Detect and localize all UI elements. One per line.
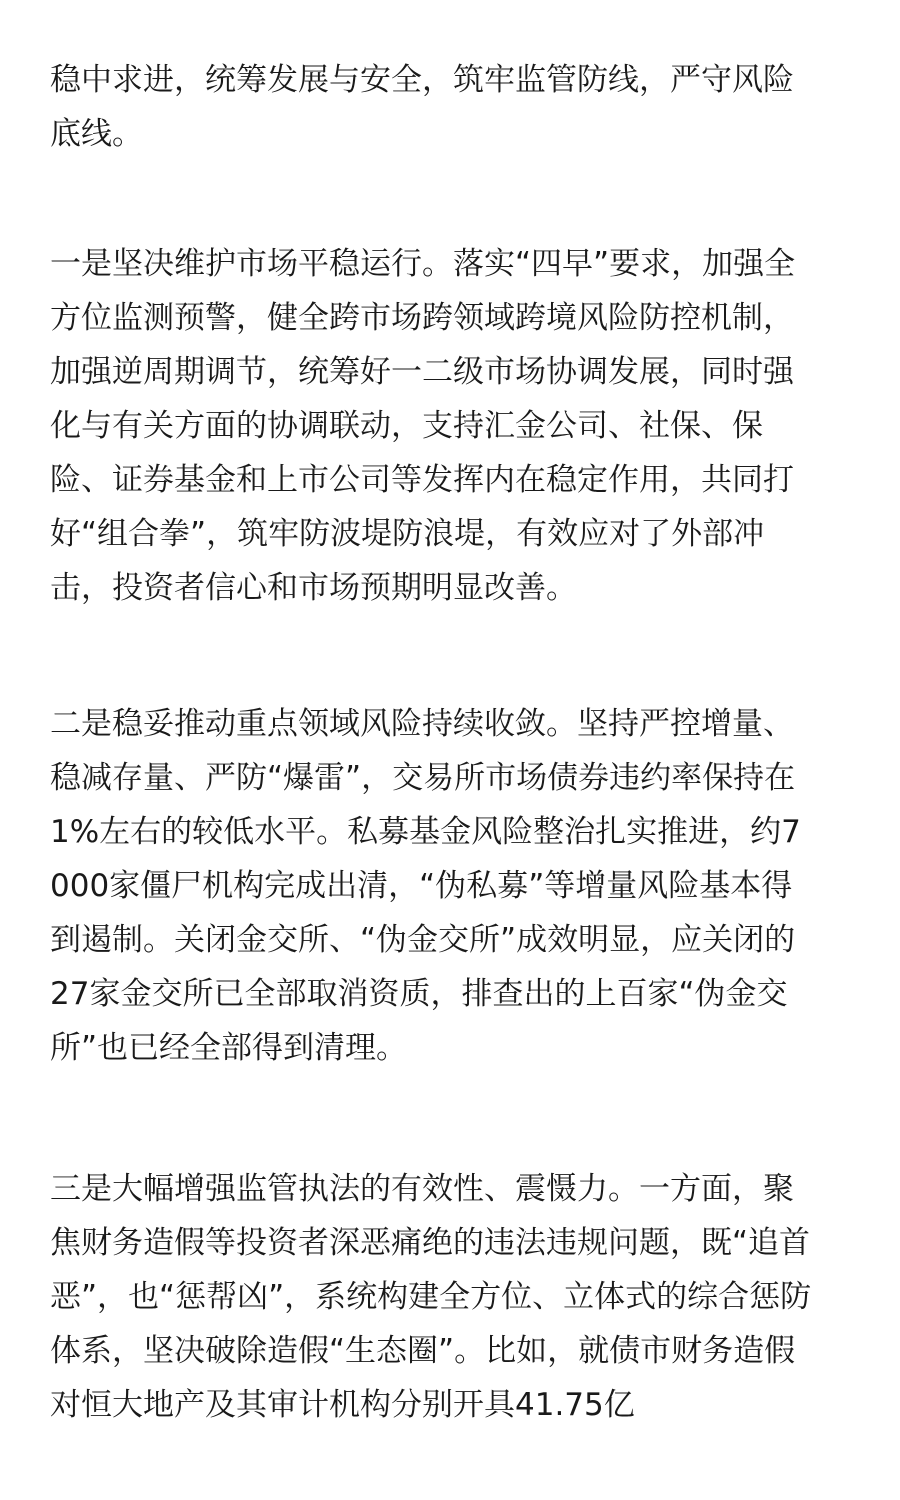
- text-line: 化与有关方面的协调联动，支持汇金公司、社保、保: [50, 408, 763, 444]
- text-line: 体系，坚决破除造假“生态圈”。比如，就债市财务造假: [50, 1333, 796, 1369]
- text-line: 稳中求进，统筹发展与安全，筑牢监管防线，严守风险: [50, 62, 794, 98]
- text-line: 000家僵尸机构完成出清，“伪私募”等增量风险基本得: [50, 868, 793, 904]
- text-line: 到遏制。关闭金交所、“伪金交所”成效明显，应关闭的: [50, 922, 796, 958]
- text-line: 一是坚决维护市场平稳运行。落实“四早”要求，加强全: [50, 246, 796, 282]
- text-line: 所”也已经全部得到清理。: [50, 1030, 408, 1066]
- text-line: 好“组合拳”，筑牢防波堤防浪堤，有效应对了外部冲: [50, 516, 765, 552]
- text-line: 稳减存量、严防“爆雷”，交易所市场债券违约率保持在: [50, 760, 796, 796]
- text-line: 二是稳妥推动重点领域风险持续收敛。坚持严控增量、: [50, 706, 794, 742]
- text-line: 恶”，也“惩帮凶”，系统构建全方位、立体式的综合惩防: [50, 1279, 812, 1315]
- text-line: 三是大幅增强监管执法的有效性、震慑力。一方面，聚: [50, 1171, 794, 1207]
- text-line: 1%左右的较低水平。私募基金风险整治扎实推进，约7: [50, 814, 801, 850]
- paragraph-market-stability: [50, 237, 795, 615]
- text-line: 底线。: [50, 116, 143, 152]
- text-line: 对恒大地产及其审计机构分别开具41.75亿: [50, 1387, 635, 1423]
- text-line: 方位监测预警，健全跨市场跨领域跨境风险防控机制，: [50, 300, 794, 336]
- text-line: 焦财务造假等投资者深恶痛绝的违法违规问题，既“追首: [50, 1225, 811, 1261]
- paragraph-intro-closing: [50, 53, 794, 161]
- paragraph-risk-convergence: [50, 697, 801, 1075]
- text-line: 27家金交所已全部取消资质，排查出的上百家“伪金交: [50, 976, 788, 1012]
- text-line: 险、证券基金和上市公司等发挥内在稳定作用，共同打: [50, 462, 794, 498]
- text-line: 击，投资者信心和市场预期明显改善。: [50, 570, 577, 606]
- paragraph-enforcement: [50, 1162, 811, 1432]
- text-line: 加强逆周期调节，统筹好一二级市场协调发展，同时强: [50, 354, 794, 390]
